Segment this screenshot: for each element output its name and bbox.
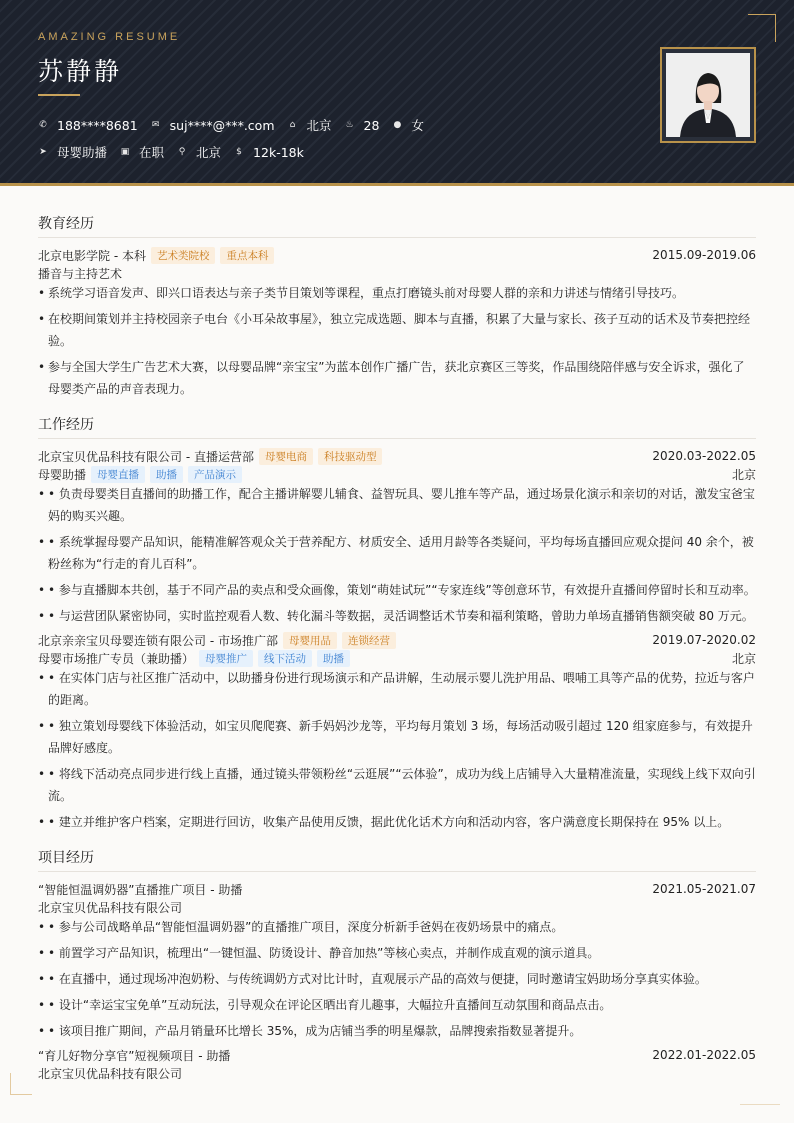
avatar (660, 47, 756, 143)
portrait-image (666, 53, 750, 137)
info-text: 12k-18k (253, 144, 304, 160)
project-section (38, 847, 756, 1082)
bullet-item: • • 独立策划母婴线下体验活动，如宝贝爬爬赛、新手妈妈沙龙等，平均每月策划 3 场，每场活动吸引超过 120 组家庭参与，有效提升品牌好感度。 (38, 715, 756, 759)
project-name: “育儿好物分享官”短视频项目 - 助播 (38, 1048, 231, 1063)
tag-badge: 科技驱动型 (318, 448, 383, 465)
phone-icon: ✆ (39, 120, 47, 130)
role-left (38, 466, 242, 483)
job-intent-row (38, 143, 317, 161)
bullet-list (38, 916, 756, 1042)
gender-icon: ● (393, 120, 402, 130)
date-range: 2022.01-2022.05 (652, 1048, 756, 1062)
date-range: 2019.07-2020.02 (652, 633, 756, 647)
corner-ornament (10, 1073, 32, 1095)
info-text: 母婴助播 (57, 145, 108, 160)
tag-badge: 母婴电商 (259, 448, 313, 465)
entry-header (38, 1046, 756, 1064)
resume-body (38, 213, 756, 1082)
section-title: 项目经历 (38, 847, 756, 872)
location-icon: ⚲ (178, 147, 186, 157)
info-text: 28 (363, 117, 380, 133)
info-item (38, 143, 107, 161)
tagline: AMAZING RESUME (38, 31, 181, 43)
bullet-item: • 在校期间策划并主持校园亲子电台《小耳朵故事屋》，独立完成选题、脚本与直播，积累了大量与家长、孩子互动的话术及节奏把控经验。 (38, 308, 756, 352)
bullet-list (38, 282, 756, 400)
project-company: 北京宝贝优品科技有限公司 (38, 900, 183, 915)
role-row (38, 465, 756, 483)
resume-header (0, 0, 794, 186)
bullet-item: • • 设计“幸运宝宝免单”互动玩法，引导观众在评论区晒出育儿趣事，大幅拉升直播间互动氛围和商品点击。 (38, 994, 756, 1016)
info-item (288, 116, 332, 134)
tag-badge: 连锁经营 (342, 632, 396, 649)
bullet-item: • • 将线下活动亮点同步进行线上直播，通过镜头带领粉丝“云逛展”“云体验”，成功为线上店铺导入大量精准流量，实现线上线下双向引流。 (38, 763, 756, 807)
candidate-name: 苏静静 (38, 57, 123, 86)
major-name: 播音与主持艺术 (38, 266, 123, 281)
bullet-item: • • 前置学习产品知识，梳理出“一键恒温、防烫设计、静音加热”等核心卖点，并制作成直观的演示道具。 (38, 942, 756, 964)
bullet-item: • • 建立并维护客户档案，定期进行回访，收集产品使用反馈，据此优化话术方向和活动内容，客户满意度长期保持在 95% 以上。 (38, 811, 756, 833)
info-item (345, 118, 380, 133)
info-text: 北京 (306, 118, 332, 133)
tag-badge: 母婴直播 (91, 466, 145, 483)
salary-icon: $ (236, 147, 242, 157)
info-item (120, 143, 164, 161)
email-icon: ✉ (151, 120, 160, 130)
work-section (38, 414, 756, 833)
role-left (38, 650, 350, 667)
entry-header (38, 631, 756, 649)
tag-badge: 助播 (317, 650, 350, 667)
bullet-item: • • 该项目推广期间，产品月销量环比增长 35%，成为店铺当季的明星爆款，品牌搜索指数显著提升。 (38, 1020, 756, 1042)
company-name: 北京宝贝优品科技有限公司 - 直播运营部 (38, 449, 254, 464)
entry-header (38, 246, 756, 264)
info-text: 北京 (196, 145, 222, 160)
briefcase-icon: ▣ (120, 147, 130, 157)
name-underline (38, 94, 80, 96)
education-entry (38, 246, 756, 400)
home-icon: ⌂ (289, 120, 296, 130)
info-item (38, 118, 138, 133)
info-text: suj****@***.com (169, 117, 275, 133)
info-item (177, 143, 221, 161)
entry-header (38, 447, 756, 465)
bullet-item: • • 负责母婴类目直播间的助播工作，配合主播讲解婴儿辅食、益智玩具、婴儿推车等产品，通过场景化演示和亲切的对话，激发宝爸宝妈的购买兴趣。 (38, 483, 756, 527)
bullet-item: • • 系统掌握母婴产品知识，能精准解答观众关于营养配方、材质安全、适用月龄等各类疑问，平均每场直播回应观众提问 40 余个，被粉丝称为“行走的育儿百科”。 (38, 531, 756, 575)
bullet-list (38, 483, 756, 627)
tag-badge: 线下活动 (258, 650, 312, 667)
city: 北京 (731, 467, 756, 482)
work-entry (38, 631, 756, 833)
date-range: 2021.05-2021.07 (652, 882, 756, 896)
tag-badge: 产品演示 (188, 466, 242, 483)
entry-left (38, 247, 274, 264)
contact-info-row (38, 116, 437, 134)
info-text: 188****8681 (57, 117, 138, 133)
bullet-item: • • 在实体门店与社区推广活动中，以助播身份进行现场演示和产品讲解，生动展示婴儿洗护用品、喂哺工具等产品的优势，拉近与客户的距离。 (38, 667, 756, 711)
bullet-list (38, 667, 756, 833)
city: 北京 (731, 651, 756, 666)
info-item (392, 116, 424, 134)
bullet-item: • 参与全国大学生广告艺术大赛，以母婴品牌“亲宝宝”为蓝本创作广播广告，获北京赛区三等奖，作品围绕陪伴感与安全诉求，强化了母婴类产品的声音表现力。 (38, 356, 756, 400)
bullet-item: • • 与运营团队紧密协同，实时监控观看人数、转化漏斗等数据，灵活调整话术节奏和福利策略，曾助力单场直播销售额突破 80 万元。 (38, 605, 756, 627)
role-name: 母婴助播 (38, 467, 87, 482)
school-name: 北京电影学院 - 本科 (38, 248, 146, 263)
education-section (38, 213, 756, 400)
bullet-item: • 系统学习语音发声、即兴口语表达与亲子类节目策划等课程，重点打磨镜头前对母婴人群的亲和力讲述与情绪引导技巧。 (38, 282, 756, 304)
info-text: 在职 (139, 145, 165, 160)
corner-ornament (748, 14, 776, 42)
section-title: 工作经历 (38, 414, 756, 439)
date-range: 2015.09-2019.06 (652, 248, 756, 262)
entry-left (38, 632, 396, 649)
info-text: 女 (411, 118, 424, 133)
tag-badge: 母婴推广 (199, 650, 253, 667)
section-title: 教育经历 (38, 213, 756, 238)
project-entry (38, 880, 756, 1042)
work-entry (38, 447, 756, 627)
tag-badge: 重点本科 (220, 247, 274, 264)
role-row (38, 649, 756, 667)
tag-badge: 母婴用品 (283, 632, 337, 649)
info-item (151, 118, 275, 133)
cake-icon: ♨ (345, 120, 354, 130)
tag-badge: 艺术类院校 (151, 247, 216, 264)
project-entry (38, 1046, 756, 1082)
company-name: 北京亲亲宝贝母婴连锁有限公司 - 市场推广部 (38, 633, 278, 648)
tag-badge: 助播 (150, 466, 183, 483)
bullet-item: • • 在直播中，通过现场冲泡奶粉、与传统调奶方式对比计时，直观展示产品的高效与便捷，同时邀请宝妈助场分享真实体验。 (38, 968, 756, 990)
entry-header (38, 880, 756, 898)
info-item (234, 145, 304, 160)
bullet-item: • • 参与公司战略单品“智能恒温调奶器”的直播推广项目，深度分析新手爸妈在夜奶场景中的痛点。 (38, 916, 756, 938)
project-name: “智能恒温调奶器”直播推广项目 - 助播 (38, 882, 243, 897)
bullet-item: • • 参与直播脚本共创，基于不同产品的卖点和受众画像，策划“萌娃试玩”“专家连线”等创意环节，有效提升直播间停留时长和互动率。 (38, 579, 756, 601)
divider (740, 1104, 780, 1105)
send-icon: ➤ (39, 147, 47, 157)
role-name: 母婴市场推广专员（兼助播） (38, 651, 195, 666)
project-company: 北京宝贝优品科技有限公司 (38, 1066, 183, 1081)
entry-left (38, 448, 382, 465)
date-range: 2020.03-2022.05 (652, 449, 756, 463)
